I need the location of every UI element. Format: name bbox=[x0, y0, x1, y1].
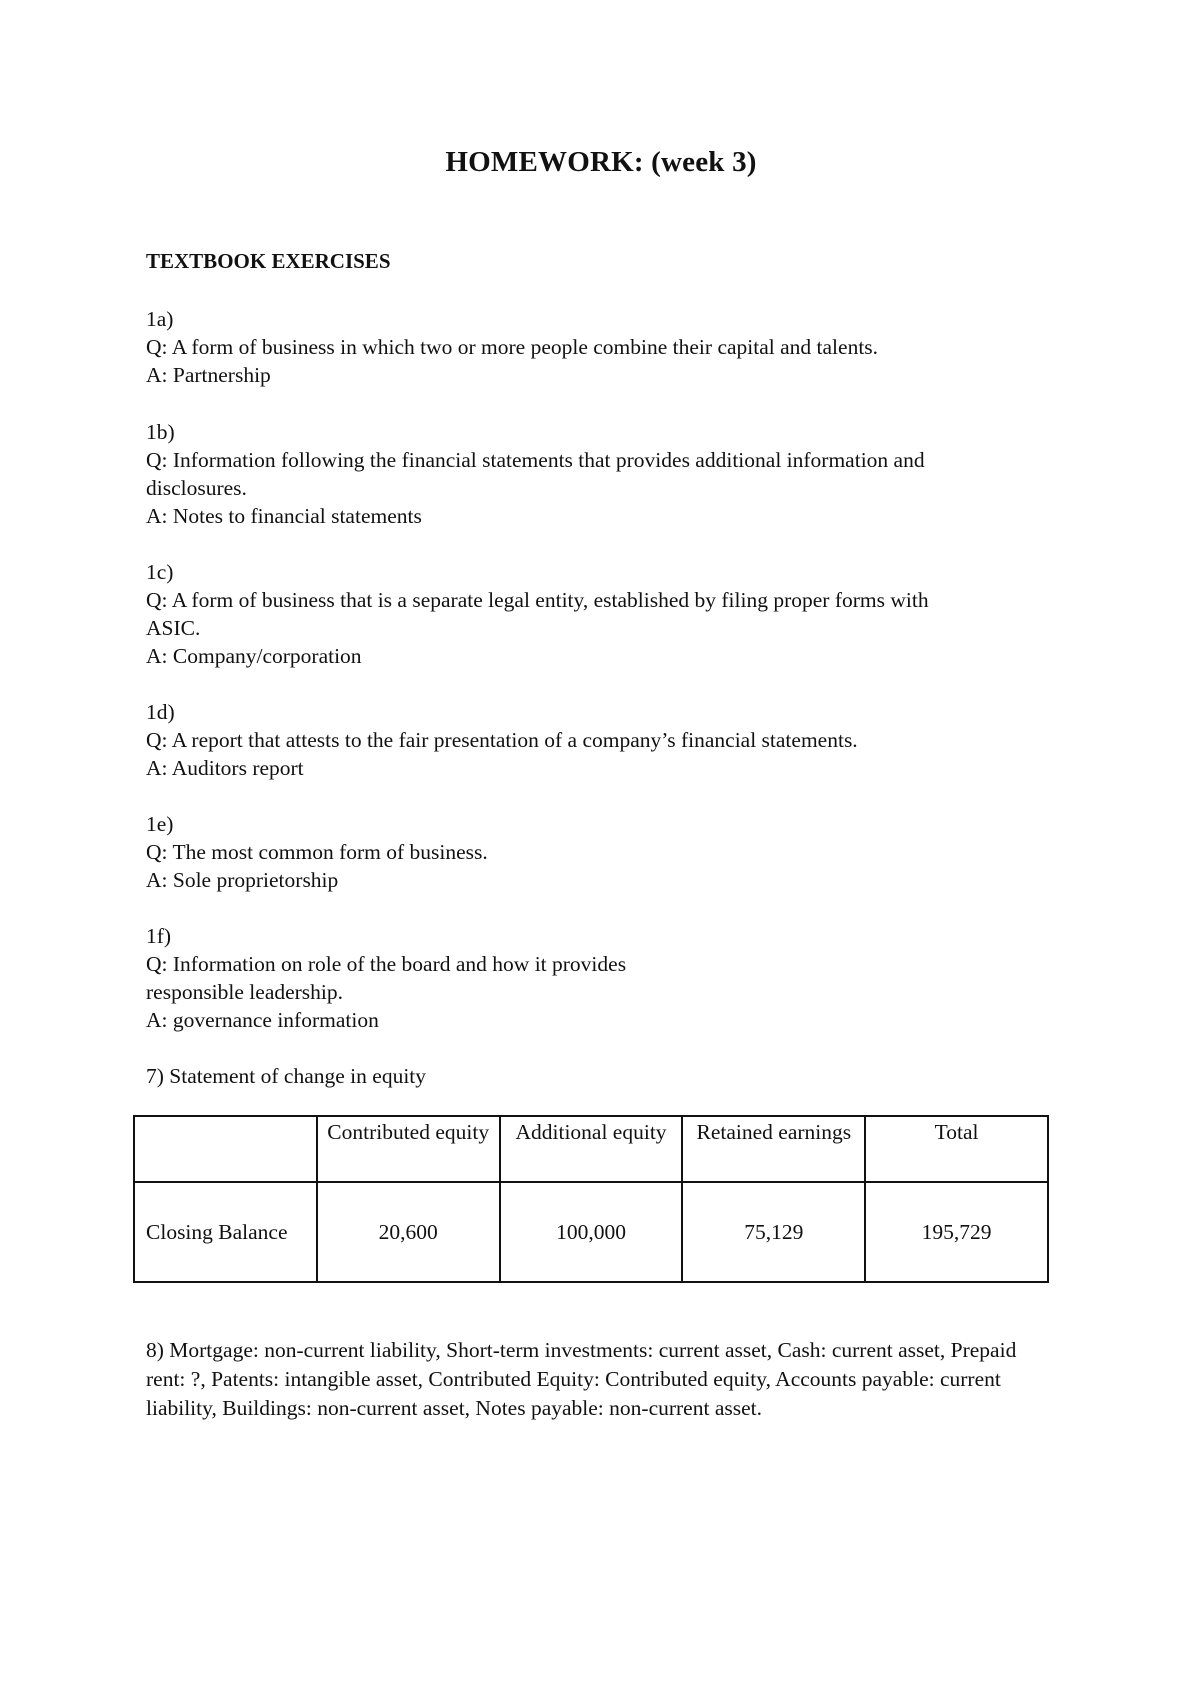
table-header-cell: Contributed equity bbox=[317, 1116, 500, 1182]
exercise-answer: A: governance information bbox=[146, 1008, 379, 1032]
table-row-label: Closing Balance bbox=[134, 1182, 317, 1282]
exercise-label: 1d) bbox=[146, 700, 175, 724]
exercise-answer: A: Sole proprietorship bbox=[146, 868, 339, 892]
table-header-row bbox=[134, 1116, 1048, 1182]
exercise-answer: A: Auditors report bbox=[146, 756, 304, 780]
exercise-answer: A: Partnership bbox=[146, 363, 271, 387]
table-cell: 195,729 bbox=[865, 1182, 1048, 1282]
exercise-question: Q: The most common form of business. bbox=[146, 840, 488, 864]
exercise-1e bbox=[146, 810, 1056, 894]
exercise-label: 1a) bbox=[146, 307, 174, 331]
section-heading: TEXTBOOK EXERCISES bbox=[146, 249, 391, 273]
exercise-question: Q: A form of business that is a separate legal entity, established by filing proper forms with bbox=[146, 588, 929, 612]
exercise-label: 1b) bbox=[146, 420, 175, 444]
table-header-cell: Additional equity bbox=[500, 1116, 683, 1182]
table-cell: 75,129 bbox=[682, 1182, 865, 1282]
exercise-answer: A: Company/corporation bbox=[146, 644, 362, 668]
exercise-question: Q: Information on role of the board and how it provides bbox=[146, 952, 627, 976]
table-cell: 100,000 bbox=[500, 1182, 683, 1282]
table-cell: 20,600 bbox=[317, 1182, 500, 1282]
exercise-question: Q: Information following the financial statements that provides additional information and bbox=[146, 448, 925, 472]
exercise-label: 1c) bbox=[146, 560, 174, 584]
table-header-cell: Retained earnings bbox=[682, 1116, 865, 1182]
exercise-question: Q: A report that attests to the fair presentation of a company’s financial statements. bbox=[146, 728, 858, 752]
equity-table bbox=[133, 1115, 1049, 1283]
table-row bbox=[134, 1182, 1048, 1282]
exercise-1f bbox=[146, 922, 1056, 1034]
q8-paragraph: 8) Mortgage: non-current liability, Short-term investments: current asset, Cash: current asset, Prepaid rent: ?, Patents: intangible asset, Contributed Equity: Contributed equity, Accounts payable: current liability, Buildings: non-current asset, Notes payable: non-current asset. bbox=[146, 1338, 1017, 1420]
exercise-question-cont: disclosures. bbox=[146, 476, 247, 500]
table-header-cell: Total bbox=[865, 1116, 1048, 1182]
exercise-1b bbox=[146, 418, 1056, 530]
exercise-question: Q: A form of business in which two or more people combine their capital and talents. bbox=[146, 335, 879, 359]
q7-heading bbox=[146, 1062, 1056, 1090]
exercise-question-cont: ASIC. bbox=[146, 616, 201, 640]
exercise-1d bbox=[146, 698, 1056, 782]
table-header-cell bbox=[134, 1116, 317, 1182]
exercise-1a bbox=[146, 305, 1056, 389]
q7-heading-text: 7) Statement of change in equity bbox=[146, 1064, 427, 1088]
exercise-question-cont: responsible leadership. bbox=[146, 980, 344, 1004]
exercise-label: 1e) bbox=[146, 812, 174, 836]
exercise-1c bbox=[146, 558, 1056, 670]
page-title: HOMEWORK: (week 3) bbox=[445, 146, 757, 178]
exercise-answer: A: Notes to financial statements bbox=[146, 504, 422, 528]
exercise-label: 1f) bbox=[146, 924, 172, 948]
